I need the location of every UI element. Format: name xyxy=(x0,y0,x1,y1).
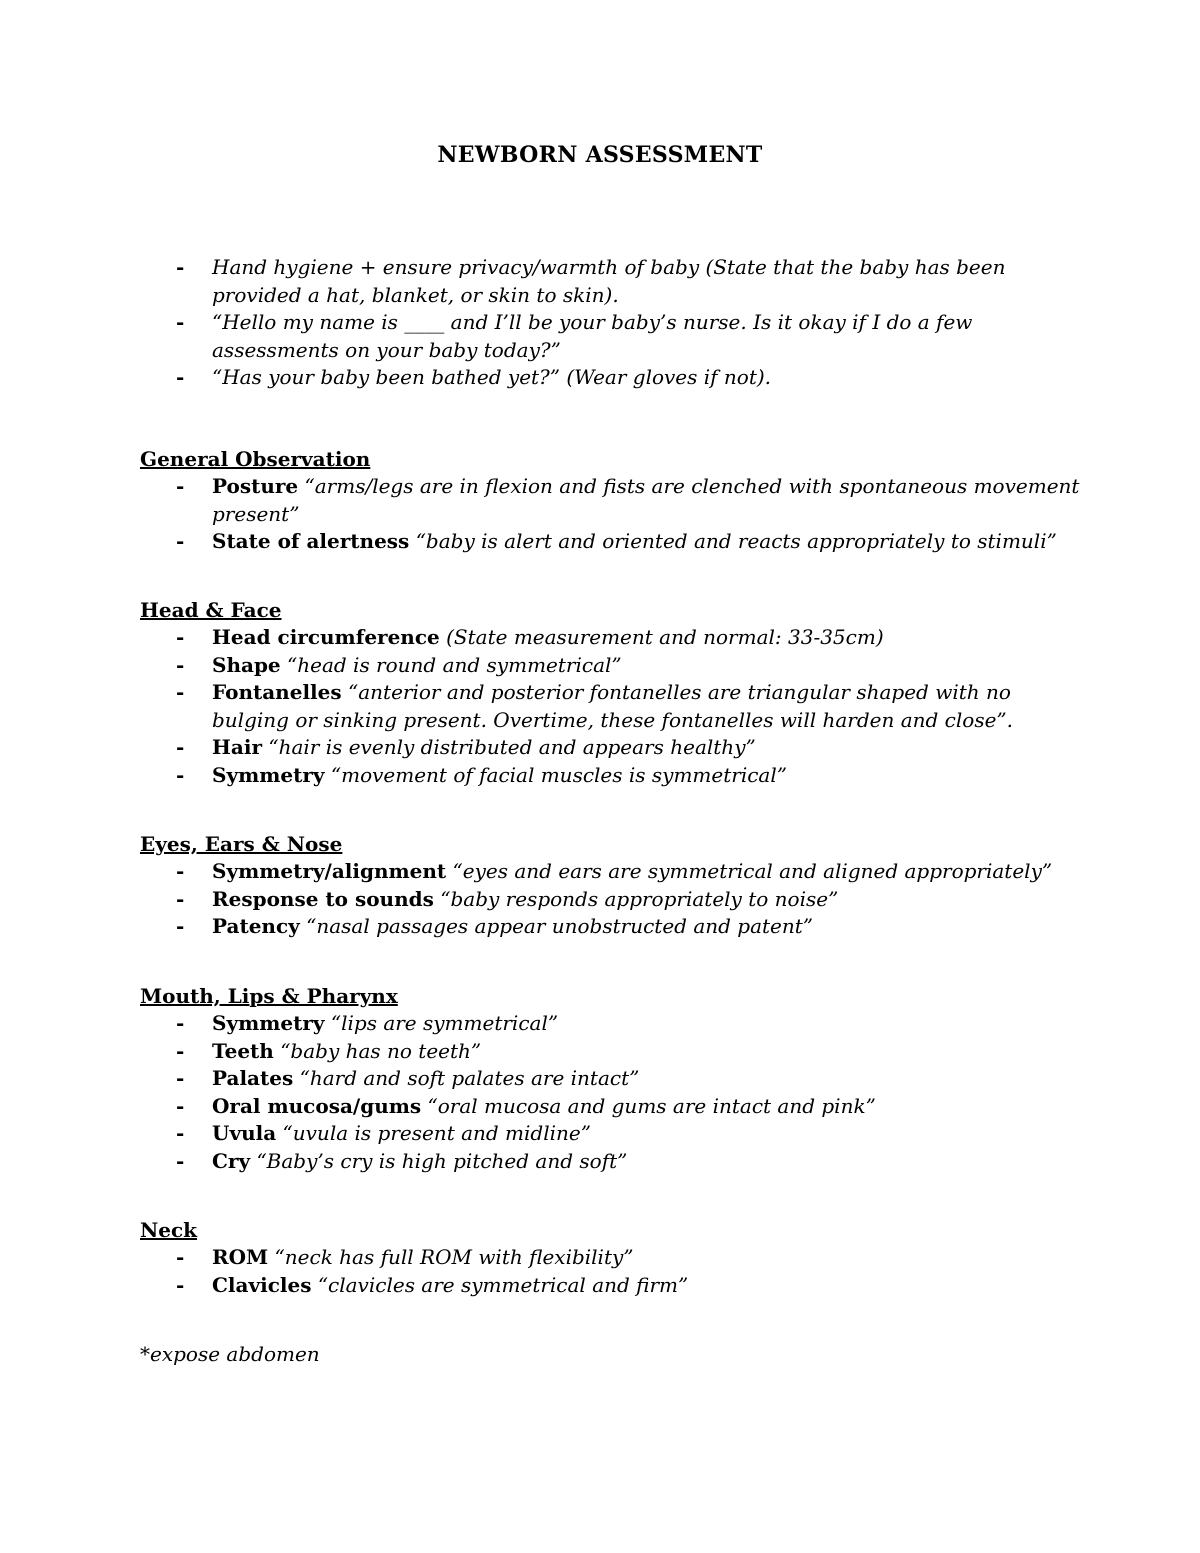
item-label: Symmetry xyxy=(212,762,325,787)
list-item xyxy=(140,886,1080,914)
list-item xyxy=(140,473,1080,528)
item-description: “Baby’s cry is high pitched and soft” xyxy=(256,1148,628,1173)
bullet-dash: - xyxy=(176,1148,185,1173)
bullet-dash: - xyxy=(176,310,185,334)
item-description: “eyes and ears are symmetrical and aligned appropriately” xyxy=(452,859,1053,883)
section-eyes-ears-nose xyxy=(140,831,1080,941)
item-description: “clavicles are symmetrical and firm” xyxy=(317,1272,689,1297)
item-label: Uvula xyxy=(212,1121,277,1145)
list-item xyxy=(140,1244,1080,1272)
item-label: ROM xyxy=(212,1245,269,1269)
item-label: Fontanelles xyxy=(212,680,342,704)
list-item xyxy=(140,1093,1080,1121)
list-item xyxy=(140,652,1080,680)
item-label: Patency xyxy=(212,914,300,938)
item-description: “anterior and posterior fontanelles are triangular shaped with no bulging or sinking present. Overtime, these fontanelles will harden and close”. xyxy=(212,680,1014,732)
item-description: “baby responds appropriately to noise” xyxy=(440,886,839,911)
bullet-dash: - xyxy=(176,1093,185,1118)
list-item xyxy=(140,679,1080,734)
bullet-dash: - xyxy=(176,474,185,498)
item-label: Clavicles xyxy=(212,1272,312,1297)
section-neck xyxy=(140,1217,1080,1299)
list-item xyxy=(140,309,1080,364)
bullet-dash: - xyxy=(176,255,185,279)
list-item xyxy=(140,1148,1080,1176)
item-label: Oral mucosa/gums xyxy=(212,1093,422,1118)
bullet-dash: - xyxy=(176,529,185,553)
list-item xyxy=(140,254,1080,309)
bullet-dash: - xyxy=(176,914,185,938)
section-heading: Neck xyxy=(140,1218,198,1242)
bullet-dash: - xyxy=(176,652,185,677)
section-list xyxy=(140,858,1080,941)
item-description: “movement of facial muscles is symmetrical” xyxy=(330,762,787,787)
item-label: Palates xyxy=(212,1066,294,1090)
bullet-dash: - xyxy=(176,1066,185,1090)
bullet-dash: - xyxy=(176,1272,185,1297)
item-description: “hair is evenly distributed and appears healthy” xyxy=(268,735,756,759)
item-label: Cry xyxy=(212,1148,251,1173)
section-mouth-lips-pharynx xyxy=(140,983,1080,1175)
bullet-dash: - xyxy=(176,1038,185,1063)
list-item xyxy=(140,1038,1080,1066)
section-heading: Mouth, Lips & Pharynx xyxy=(140,984,398,1008)
item-description: “head is round and symmetrical” xyxy=(287,652,622,677)
item-text: “Has your baby been bathed yet?” (Wear gloves if not). xyxy=(212,365,772,389)
list-item xyxy=(140,762,1080,790)
item-description: “hard and soft palates are intact” xyxy=(299,1066,640,1090)
intro-list xyxy=(140,254,1080,392)
item-description: “lips are symmetrical” xyxy=(330,1011,559,1035)
list-item xyxy=(140,1065,1080,1093)
bullet-dash: - xyxy=(176,762,185,787)
bullet-dash: - xyxy=(176,1011,185,1035)
list-item xyxy=(140,364,1080,392)
section-list xyxy=(140,473,1080,556)
section-heading: General Observation xyxy=(140,447,371,471)
list-item xyxy=(140,1010,1080,1038)
section-general-observation xyxy=(140,446,1080,556)
item-description: “oral mucosa and gums are intact and pink” xyxy=(427,1093,876,1118)
item-label: Shape xyxy=(212,652,281,677)
list-item xyxy=(140,624,1080,652)
bullet-dash: - xyxy=(176,1245,185,1269)
item-description: “nasal passages appear unobstructed and patent” xyxy=(306,914,814,938)
item-label: Response to sounds xyxy=(212,886,434,911)
item-text: Hand hygiene + ensure privacy/warmth of baby (State that the baby has been provided a hat, blanket, or skin to skin). xyxy=(212,255,1006,307)
expose-abdomen-note: *expose abdomen xyxy=(140,1342,320,1366)
item-label: Symmetry/alignment xyxy=(212,859,447,883)
list-item xyxy=(140,1120,1080,1148)
item-description: “baby has no teeth” xyxy=(280,1038,482,1063)
bullet-dash: - xyxy=(176,735,185,759)
item-label: Hair xyxy=(212,735,262,759)
item-description: “baby is alert and oriented and reacts appropriately to stimuli” xyxy=(415,529,1057,553)
bullet-dash: - xyxy=(176,365,185,389)
page-title: NEWBORN ASSESSMENT xyxy=(437,142,763,168)
section-head-face xyxy=(140,597,1080,789)
item-label: Symmetry xyxy=(212,1011,325,1035)
list-item xyxy=(140,913,1080,941)
section-list xyxy=(140,1010,1080,1175)
bullet-dash: - xyxy=(176,1121,185,1145)
list-item xyxy=(140,1272,1080,1300)
section-list xyxy=(140,624,1080,789)
item-description: “uvula is present and midline” xyxy=(282,1121,591,1145)
item-label: Head circumference xyxy=(212,625,440,649)
item-label: Teeth xyxy=(212,1038,274,1063)
section-heading: Head & Face xyxy=(140,598,282,622)
list-item xyxy=(140,528,1080,556)
list-item xyxy=(140,858,1080,886)
item-description: “arms/legs are in flexion and fists are clenched with spontaneous movement present” xyxy=(212,474,1080,526)
bullet-dash: - xyxy=(176,625,185,649)
bullet-dash: - xyxy=(176,680,185,704)
item-description: (State measurement and normal: 33-35cm) xyxy=(446,625,884,649)
list-item xyxy=(140,734,1080,762)
item-label: Posture xyxy=(212,474,299,498)
bullet-dash: - xyxy=(176,859,185,883)
item-text: “Hello my name is ____ and I’ll be your baby’s nurse. Is it okay if I do a few assessments on your baby today?” xyxy=(212,310,973,362)
bullet-dash: - xyxy=(176,886,185,911)
section-heading: Eyes, Ears & Nose xyxy=(140,832,343,856)
section-list xyxy=(140,1244,1080,1299)
item-description: “neck has full ROM with flexibility” xyxy=(274,1245,634,1269)
item-label: State of alertness xyxy=(212,529,410,553)
